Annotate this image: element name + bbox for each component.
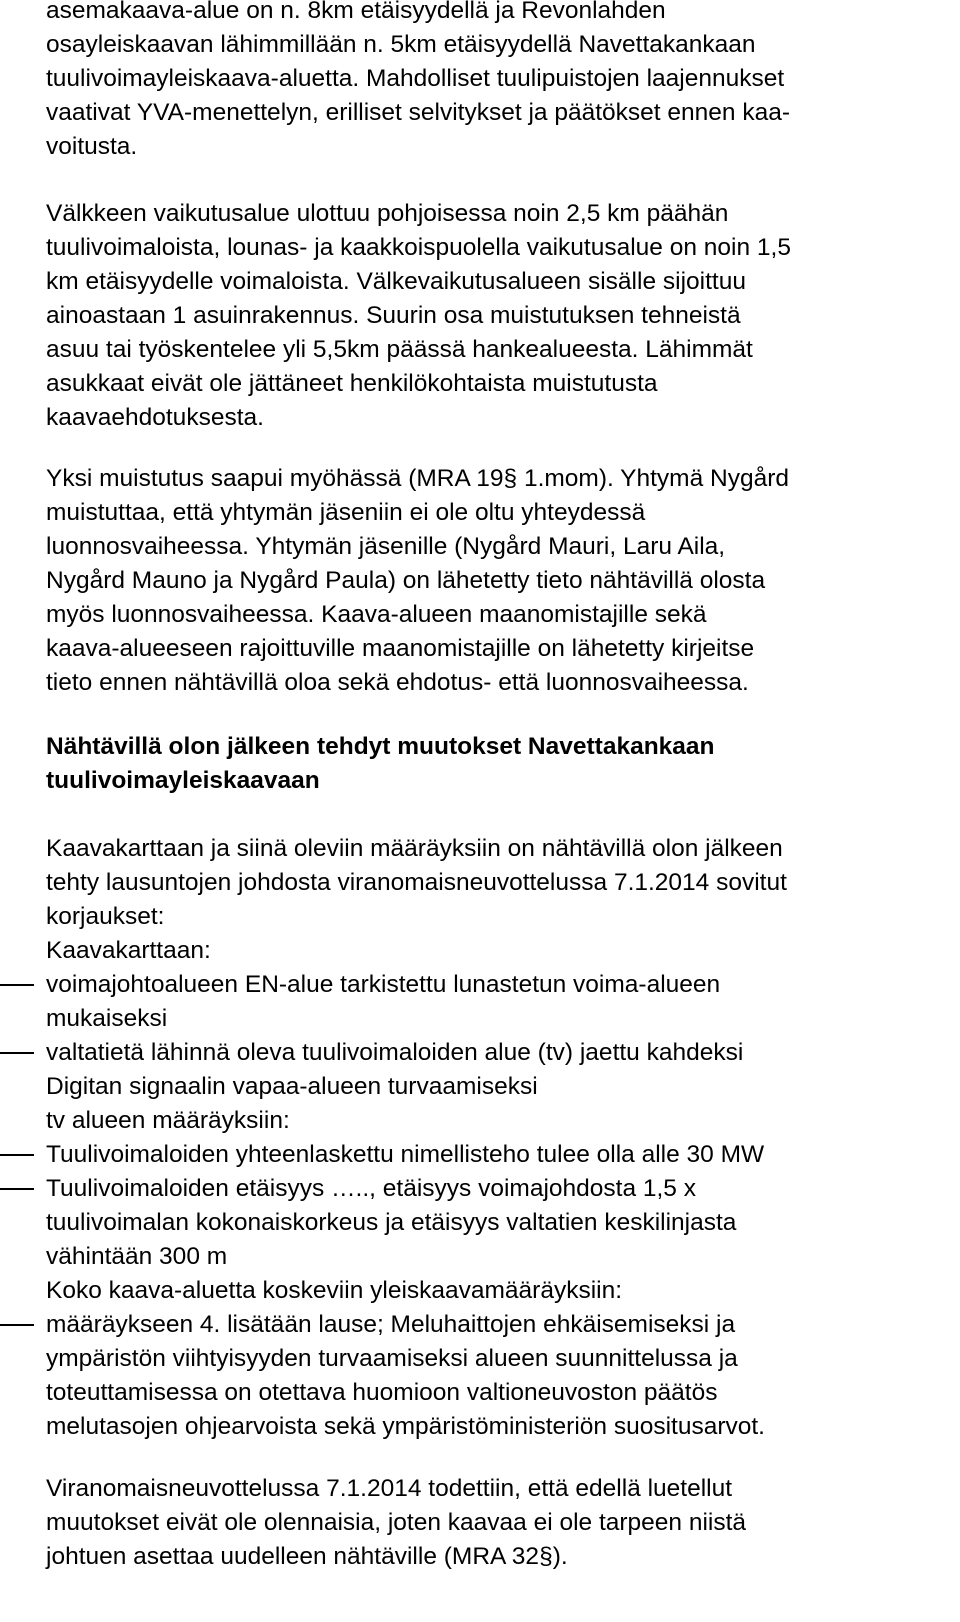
text-line: asemakaava-alue on n. 8km etäisyydellä ja Revonlahden — [46, 0, 666, 24]
list-item-line: valtatietä lähinnä oleva tuulivoimaloiden alue (tv) jaettu kahdeksi — [46, 1039, 744, 1066]
text-line: Viranomaisneuvottelussa 7.1.2014 todettiin, että edellä luetellut — [46, 1475, 733, 1502]
text-line: tuulivoimaloista, lounas- ja kaakkoispuolella vaikutusalue on noin 1,5 — [46, 234, 791, 261]
text-line: osayleiskaavan lähimmillään n. 5km etäisyydellä Navettakankaan — [46, 31, 756, 58]
text-line: johtuen asettaa uudelleen nähtäville (MRA 32§). — [46, 1543, 568, 1570]
text-line: kaava-alueeseen rajoittuville maanomistajille on lähetetty kirjeitse — [46, 635, 755, 662]
dash-bullet — [0, 1324, 34, 1326]
list-item-line: määräykseen 4. lisätään lause; Meluhaittojen ehkäisemiseksi ja — [46, 1311, 736, 1338]
list-item-line: melutasojen ohjearvoista sekä ympäristöministeriön suositusarvot. — [46, 1413, 765, 1440]
text-line: kaavaehdotuksesta. — [46, 404, 264, 431]
text-line: muutokset eivät ole olennaisia, joten kaavaa ei ole tarpeen niistä — [46, 1509, 747, 1536]
dash-bullet — [0, 1188, 34, 1190]
text-line: km etäisyydelle voimaloista. Välkevaikutusalueen sisälle sijoittuu — [46, 268, 746, 295]
list-item-line: tuulivoimalan kokonaiskorkeus ja etäisyys valtatien keskilinjasta — [46, 1209, 737, 1236]
text-line: voitusta. — [46, 133, 138, 160]
list-item-line: vähintään 300 m — [46, 1243, 228, 1270]
list-item-line: Tuulivoimaloiden etäisyys ….., etäisyys voimajohdosta 1,5 x — [46, 1175, 696, 1202]
text-line: ainoastaan 1 asuinrakennus. Suurin osa muistutuksen tehneistä — [46, 302, 741, 329]
text-line: Yksi muistutus saapui myöhässä (MRA 19§ 1.mom). Yhtymä Nygård — [46, 465, 790, 492]
dash-bullet — [0, 1052, 34, 1054]
list-item-line: mukaiseksi — [46, 1005, 168, 1032]
text-line: tuulivoimayleiskaava-aluetta. Mahdolliset tuulipuistojen laajennukset — [46, 65, 785, 92]
text-line: muistuttaa, että yhtymän jäseniin ei ole oltu yhteydessä — [46, 499, 646, 526]
dash-bullet — [0, 1154, 34, 1156]
list-item-line: toteuttamisessa on otettava huomioon valtioneuvoston päätös — [46, 1379, 718, 1406]
list-heading: Koko kaava-aluetta koskeviin yleiskaavamääräyksiin: — [46, 1277, 623, 1304]
dash-bullet — [0, 984, 34, 986]
text-line: Kaavakarttaan: — [46, 937, 211, 964]
text-line: Kaavakarttaan ja siinä oleviin määräyksiin on nähtävillä olon jälkeen — [46, 835, 783, 862]
heading-line: tuulivoimayleiskaavaan — [46, 767, 320, 794]
text-line: asukkaat eivät ole jättäneet henkilökohtaista muistutusta — [46, 370, 658, 397]
text-line: myös luonnosvaiheessa. Kaava-alueen maanomistajille sekä — [46, 601, 707, 628]
list-item-line: Tuulivoimaloiden yhteenlaskettu nimellisteho tulee olla alle 30 MW — [46, 1141, 765, 1168]
heading-line: Nähtävillä olon jälkeen tehdyt muutokset Navettakankaan — [46, 733, 715, 760]
list-item-line: ympäristön viihtyisyyden turvaamiseksi alueen suunnittelussa ja — [46, 1345, 738, 1372]
text-line: Välkkeen vaikutusalue ulottuu pohjoisessa noin 2,5 km päähän — [46, 200, 729, 227]
text-line: tieto ennen nähtävillä oloa sekä ehdotus- että luonnosvaiheessa. — [46, 669, 749, 696]
text-line: tehty lausuntojen johdosta viranomaisneuvottelussa 7.1.2014 sovitut — [46, 869, 787, 896]
list-item-line: voimajohtoalueen EN-alue tarkistettu lunastetun voima-alueen — [46, 971, 721, 998]
text-line: vaativat YVA-menettelyn, erilliset selvitykset ja päätökset ennen kaa- — [46, 99, 790, 126]
text-line: Digitan signaalin vapaa-alueen turvaamiseksi — [46, 1073, 538, 1100]
text-line: korjaukset: — [46, 903, 165, 930]
text-line: Nygård Mauno ja Nygård Paula) on lähetetty tieto nähtävillä olosta — [46, 567, 766, 594]
text-line: luonnosvaiheessa. Yhtymän jäsenille (Nygård Mauri, Laru Aila, — [46, 533, 726, 560]
text-line: asuu tai työskentelee yli 5,5km päässä hankealueesta. Lähimmät — [46, 336, 753, 363]
list-heading: tv alueen määräyksiin: — [46, 1107, 290, 1134]
